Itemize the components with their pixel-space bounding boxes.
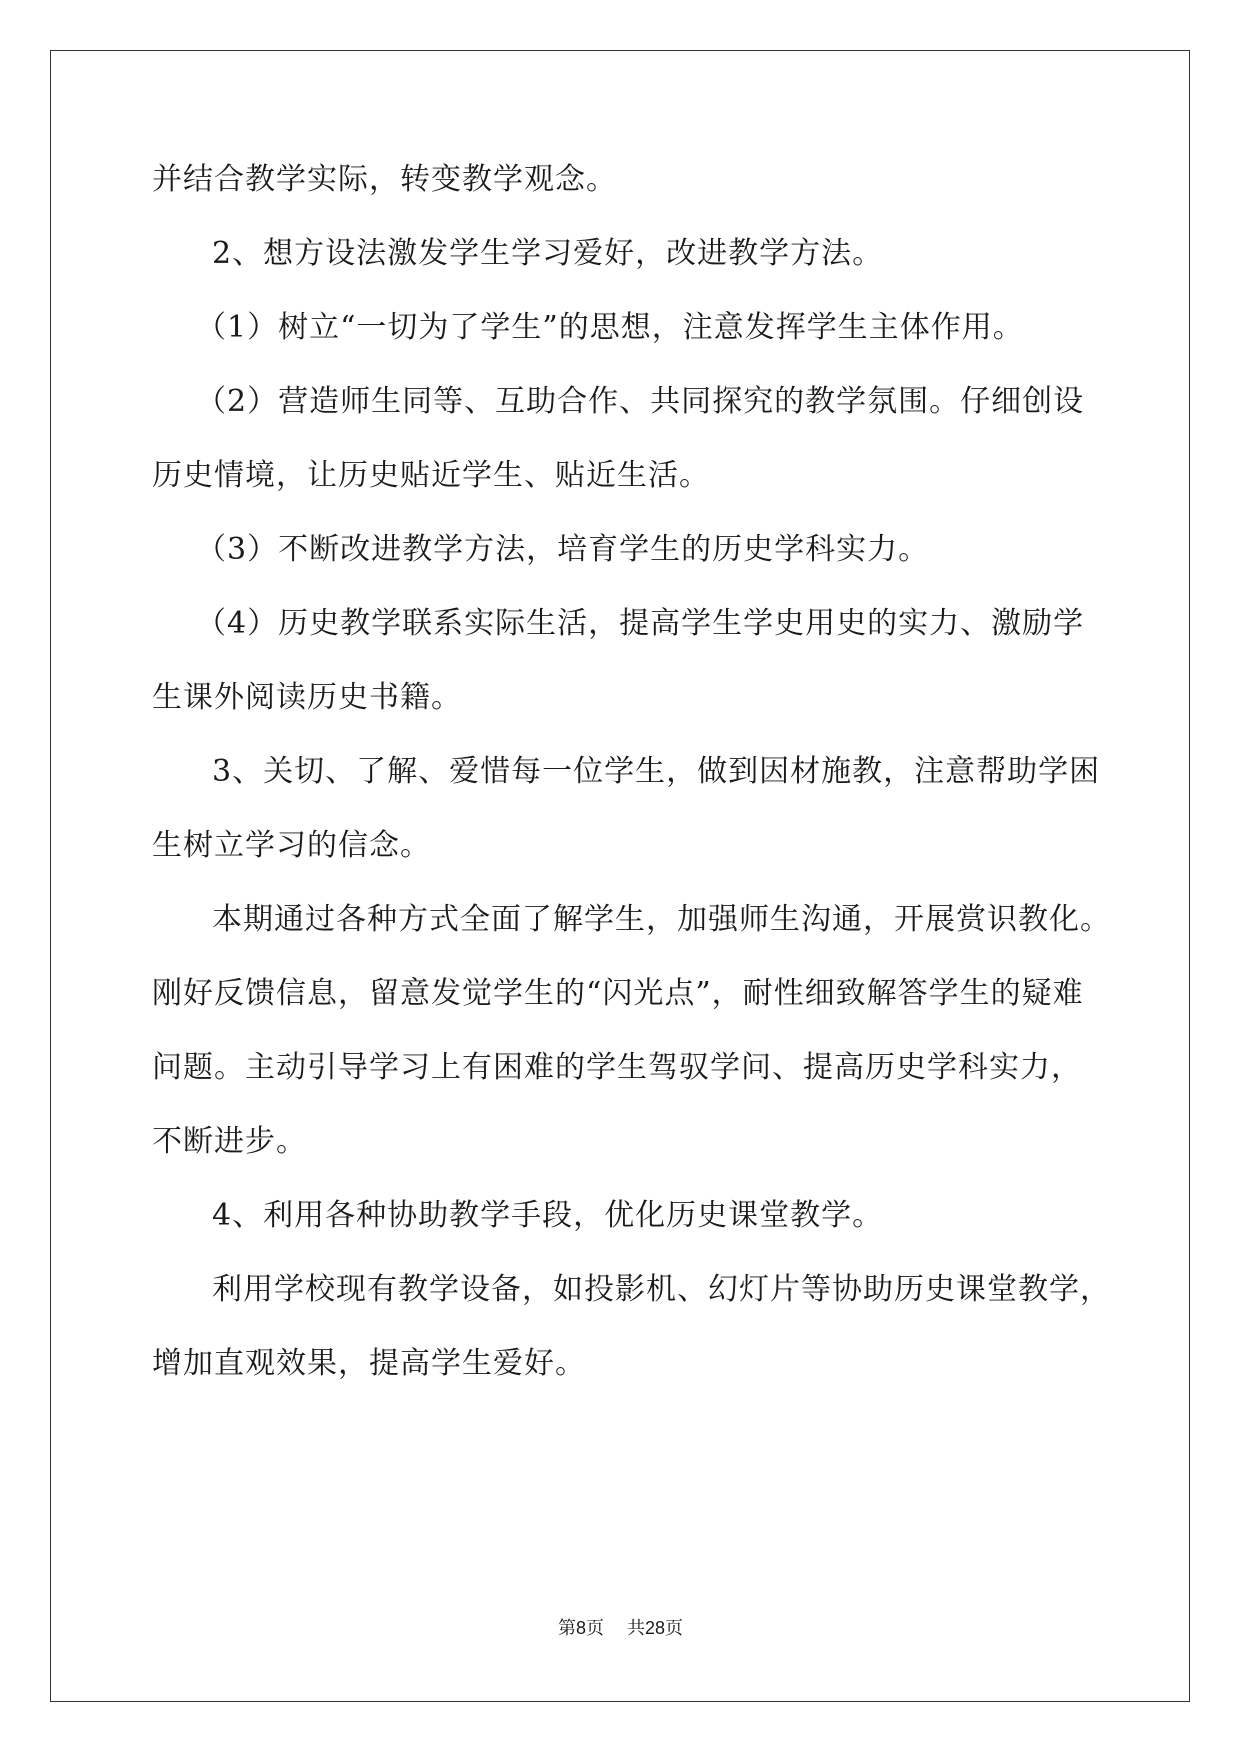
page-border — [50, 50, 1190, 1702]
page-prefix: 第 — [558, 1618, 577, 1639]
page-footer — [0, 1616, 1241, 1641]
text-line: 3、关切、了解、爱惜每一位学生，做到因材施教，注意帮助学困 — [212, 754, 1101, 789]
total-prefix: 共 — [626, 1618, 645, 1639]
text-line: 问题。主动引导学习上有困难的学生驾驭学问、提高历史学科实力， — [152, 1050, 1082, 1085]
text-line: 2、想方设法激发学生学习爱好，改进教学方法。 — [212, 236, 884, 271]
text-line: 生树立学习的信念。 — [152, 828, 431, 863]
text-line: 本期通过各种方式全面了解学生，加强师生沟通，开展赏识教化。 — [212, 902, 1111, 937]
total-pages: 28 — [644, 1618, 665, 1638]
text-line: （2）营造师生同等、互助合作、共同探究的教学氛围。仔细创设 — [196, 384, 1085, 419]
text-line: （4）历史教学联系实际生活，提高学生学史用史的实力、激励学 — [196, 606, 1085, 641]
text-line: 增加直观效果，提高学生爱好。 — [152, 1346, 586, 1381]
text-line: （3）不断改进教学方法，培育学生的历史学科实力。 — [196, 532, 930, 567]
text-line: 历史情境，让历史贴近学生、贴近生活。 — [152, 458, 710, 493]
text-line: 刚好反馈信息，留意发觉学生的“闪光点”，耐性细致解答学生的疑难 — [152, 976, 1084, 1011]
text-line: （1）树立“一切为了学生”的思想，注意发挥学生主体作用。 — [196, 310, 1024, 345]
text-line: 并结合教学实际，转变教学观念。 — [152, 162, 617, 197]
text-line: 利用学校现有教学设备，如投影机、幻灯片等协助历史课堂教学， — [212, 1272, 1111, 1307]
text-line: 4、利用各种协助教学手段，优化历史课堂教学。 — [212, 1198, 884, 1233]
text-line: 不断进步。 — [152, 1124, 307, 1159]
text-line: 生课外阅读历史书籍。 — [152, 680, 462, 715]
total-suffix: 页 — [664, 1618, 683, 1639]
page-number: 8 — [576, 1618, 587, 1638]
page-suffix: 页 — [586, 1618, 605, 1639]
